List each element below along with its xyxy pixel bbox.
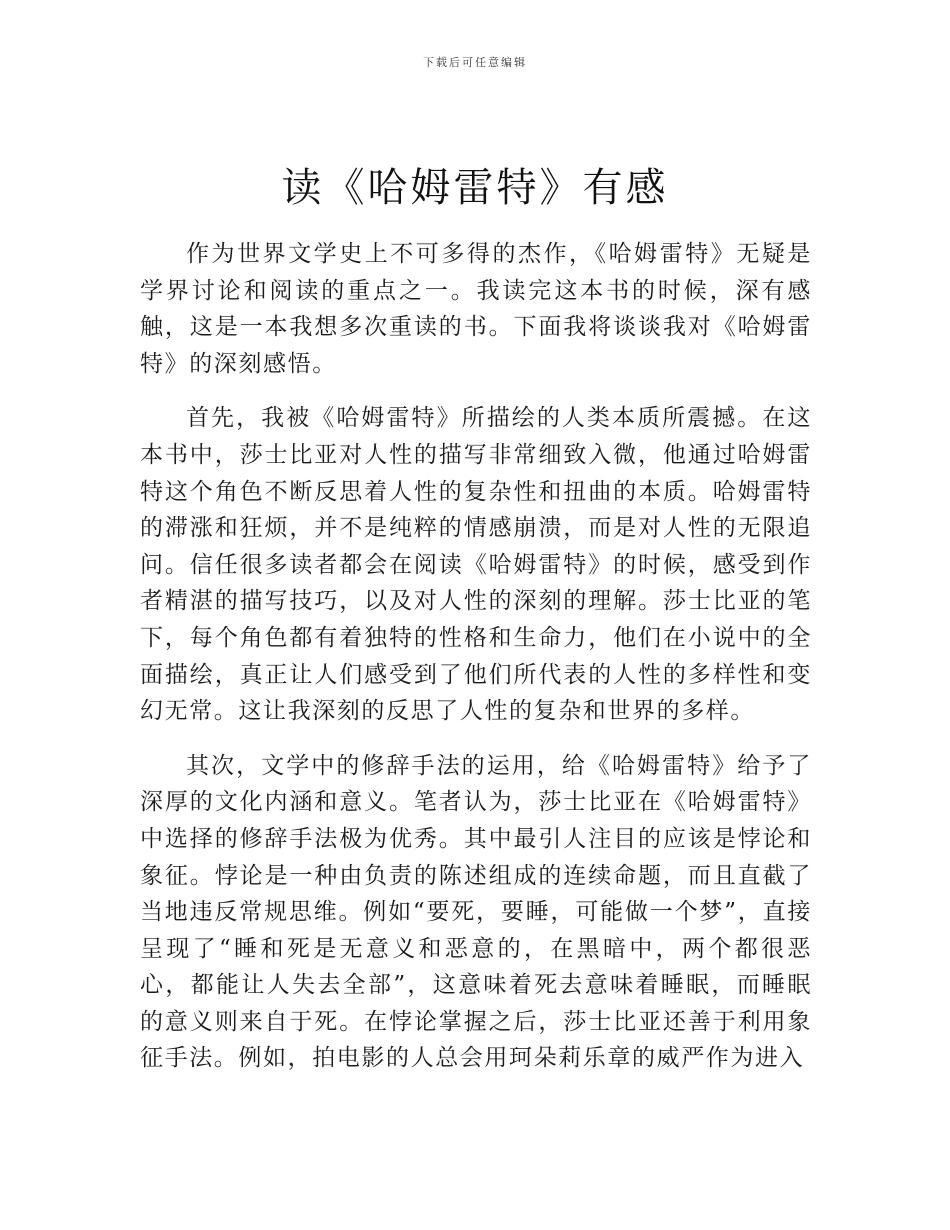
document-title: 读《哈姆雷特》有感: [281, 165, 669, 211]
document-body: [140, 236, 812, 1095]
paragraph-intro: 作为世界文学史上不可多得的杰作，《哈姆雷特》无疑是学界讨论和阅读的重点之一。我读完这本书的时候，深有感触，这是一本我想多次重读的书。下面我将谈谈我对《哈姆雷特》的深刻感悟。: [140, 241, 812, 377]
paragraph-human-nature: 首先，我被《哈姆雷特》所描绘的人类本质所震撼。在这本书中，莎士比亚对人性的描写非常细致入微，他通过哈姆雷特这个角色不断反思着人性的复杂性和扭曲的本质。哈姆雷特的滞涨和狂烦，并不是纯粹的情感崩溃，而是对人性的无限追问。信任很多读者都会在阅读《哈姆雷特》的时候，感受到作者精湛的描写技巧，以及对人性的深刻的理解。莎士比亚的笔下，每个角色都有着独特的性格和生命力，他们在小说中的全面描绘，真正让人们感受到了他们所代表的人性的多样性和变幻无常。这让我深刻的反思了人性的复杂和世界的多样。: [140, 405, 812, 725]
paragraph-rhetoric: 其次，文学中的修辞手法的运用，给《哈姆雷特》给予了深厚的文化内涵和意义。笔者认为，莎士比亚在《哈姆雷特》中选择的修辞手法极为优秀。其中最引人注目的应该是悖论和象征。悖论是一种由负责的陈述组成的连续命题，而且直截了当地违反常规思维。例如“要死，要睡，可能做一个梦”，直接呈现了“睡和死是无意义和恶意的，在黑暗中，两个都很恶心，都能让人失去全部”，这意味着死去意味着睡眠，而睡眠的意义则来自于死。在悖论掌握之后，莎士比亚还善于利用象征手法。例如，拍电影的人总会用珂朵莉乐章的威严作为进入: [140, 752, 812, 1072]
page-header-note: 下载后可任意编辑: [423, 56, 527, 69]
